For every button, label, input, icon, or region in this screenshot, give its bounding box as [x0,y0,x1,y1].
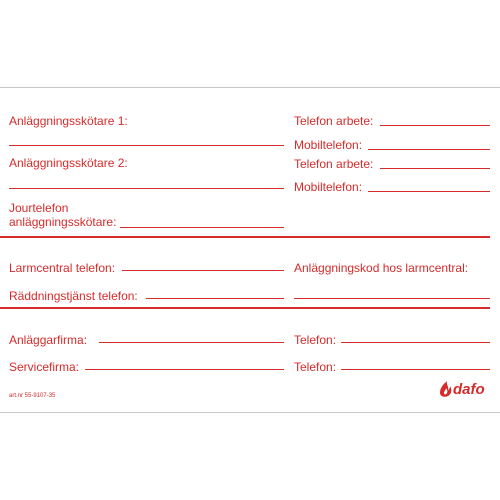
field-line-anlaggningsskotare-1[interactable] [9,145,284,146]
label-telefon-arbete-1: Telefon arbete: [294,114,374,128]
field-line-anlaggarfirma[interactable] [99,342,284,343]
fire-alarm-contact-sign [0,87,500,413]
field-line-jourtelefon[interactable] [120,227,284,228]
field-line-servicefirma[interactable] [85,369,284,370]
dafo-logo [437,377,493,399]
field-line-telefon-arbete-1[interactable] [380,125,490,126]
label-mobiltelefon-1: Mobiltelefon: [294,138,363,152]
field-line-telefon-arbete-2[interactable] [380,168,490,169]
section-divider-2 [0,307,490,309]
dafo-brand-text: dafo [453,381,485,398]
field-line-telefon-2[interactable] [341,369,490,370]
field-line-anlaggningsskotare-2[interactable] [9,188,284,189]
label-larmcentral-telefon: Larmcentral telefon: [9,261,116,275]
label-anlaggningskod: Anläggningskod hos larmcentral: [294,261,469,275]
label-anlaggarfirma: Anläggarfirma: [9,333,88,347]
field-line-anlaggningskod[interactable] [294,298,490,299]
field-line-larmcentral-telefon[interactable] [122,270,284,271]
label-servicefirma: Servicefirma: [9,360,80,374]
section-divider-1 [0,236,490,238]
label-anlaggningsskotare-1: Anläggningsskötare 1: [9,114,128,128]
label-jourtelefon-anlaggningsskotare: anläggningsskötare: [9,215,117,229]
label-telefon-arbete-2: Telefon arbete: [294,157,374,171]
label-telefon-1: Telefon: [294,333,337,347]
label-telefon-2: Telefon: [294,360,337,374]
dafo-flame-logo-icon [440,381,451,397]
label-raddningstjanst-telefon: Räddningstjänst telefon: [9,289,138,303]
field-line-mobiltelefon-2[interactable] [368,191,490,192]
field-line-mobiltelefon-1[interactable] [368,149,490,150]
field-line-telefon-1[interactable] [341,342,490,343]
label-jourtelefon: Jourtelefon [9,201,69,215]
label-mobiltelefon-2: Mobiltelefon: [294,180,363,194]
article-number: art.nr 55-9107-35 [9,393,56,399]
label-anlaggningsskotare-2: Anläggningsskötare 2: [9,156,128,170]
field-line-raddningstjanst-telefon[interactable] [146,298,284,299]
